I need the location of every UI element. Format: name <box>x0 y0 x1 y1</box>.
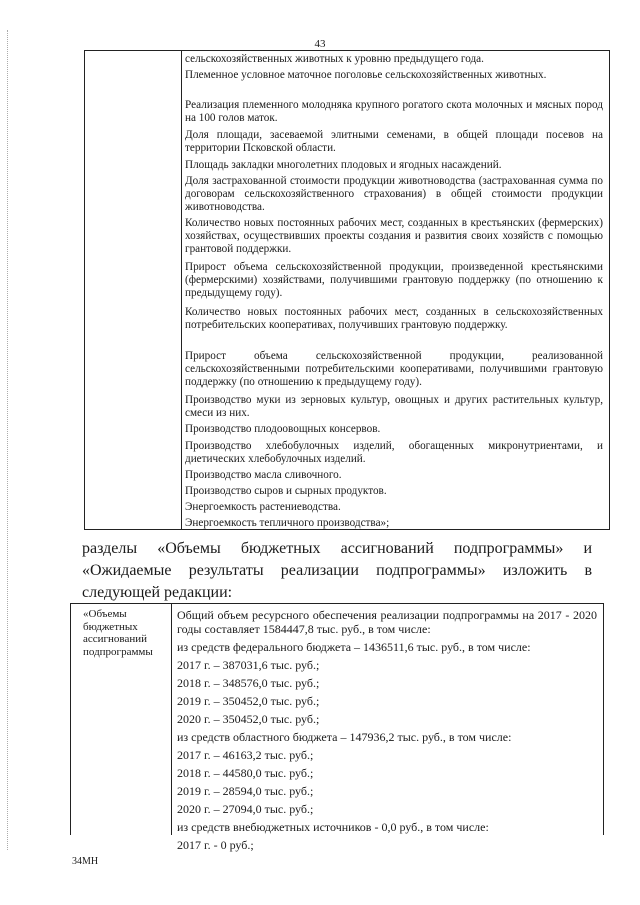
indicator-item: Племенное условное маточное поголовье сельскохозяйственных животных. <box>185 69 547 81</box>
budget-line: 2017 г. - 0 руб.; <box>177 838 254 852</box>
document-code: 34МН <box>72 856 99 867</box>
indicator-item: сельскохозяйственных животных к уровню предыдущего года. <box>185 53 484 65</box>
indicators-table <box>84 50 610 530</box>
indicator-item: Доля застрахованной стоимости продукции животноводства (застрахованная сумма по договорам сельскохозяйственного страхования) в общей стоимости продукции животноводства. <box>185 175 603 213</box>
budget-line: 2019 г. – 350452,0 тыс. руб.; <box>177 694 320 708</box>
budget-line: 2017 г. – 387031,6 тыс. руб.; <box>177 658 320 672</box>
budget-line: из средств федерального бюджета – 1436511,6 тыс. руб., в том числе: <box>177 640 531 654</box>
indicators-table-left-cell <box>85 51 182 529</box>
indicator-item: Реализация племенного молодняка крупного рогатого скота молочных и мясных пород на 100 голов маток. <box>185 99 603 124</box>
budget-line: 2018 г. – 348576,0 тыс. руб.; <box>177 676 320 690</box>
budget-section-label: «Объемы бюджетных ассигнований подпрограммы <box>83 608 153 658</box>
budget-line: 2020 г. – 27094,0 тыс. руб.; <box>177 802 314 816</box>
indicator-item: Прирост объема сельскохозяйственной продукции, произведенной крестьянскими (фермерскими) хозяйствами, получившими грантовую поддержку (по отношению к предыдущему году). <box>185 261 603 299</box>
budget-line: 2020 г. – 350452,0 тыс. руб.; <box>177 712 320 726</box>
budget-line: 2019 г. – 28594,0 тыс. руб.; <box>177 784 314 798</box>
indicator-item: Производство масла сливочного. <box>185 469 342 481</box>
indicator-item: Площадь закладки многолетних плодовых и ягодных насаждений. <box>185 159 502 171</box>
indicator-item: Количество новых постоянных рабочих мест, созданных в крестьянских (фермерских) хозяйствах, осуществивших проекты создания и развития своих хозяйств с помощью грантовой поддержки. <box>185 217 603 255</box>
intro-line-3: следующей редакции: <box>82 584 233 601</box>
indicator-item: Производство плодоовощных консервов. <box>185 423 381 435</box>
indicator-item: Производство сыров и сырных продуктов. <box>185 485 387 497</box>
indicator-item: Энергоемкость растениеводства. <box>185 501 341 513</box>
intro-line-2: «Ожидаемые результаты реализации подпрограммы» изложить в <box>82 562 592 579</box>
budget-table-label-cell <box>71 604 172 835</box>
budget-line: 2017 г. – 46163,2 тыс. руб.; <box>177 748 314 762</box>
indicator-item: Количество новых постоянных рабочих мест, созданных в сельскохозяйственных потребительских кооперативах, получивших грантовую поддержку. <box>185 306 603 331</box>
indicator-item: Прирост объема сельскохозяйственной продукции, реализованной сельскохозяйственными потребительскими кооперативами, получившими грантовую поддержку (по отношению к предыдущему году). <box>185 350 603 388</box>
budget-line: из средств областного бюджета – 147936,2 тыс. руб., в том числе: <box>177 730 512 744</box>
indicator-item: Доля площади, засеваемой элитными семенами, в общей площади посевов на территории Псковской области. <box>185 129 603 154</box>
budget-line: Общий объем ресурсного обеспечения реализации подпрограммы на 2017 - 2020 годы составляет 1584447,8 тыс. руб., в том числе: <box>177 608 597 636</box>
scan-edge-mark <box>7 30 9 850</box>
budget-table <box>70 603 604 852</box>
budget-line: из средств внебюджетных источников - 0,0 руб., в том числе: <box>177 820 489 834</box>
indicator-item: Производство муки из зерновых культур, овощных и других растительных культур, смеси из них. <box>185 394 603 419</box>
intro-line-1: разделы «Объемы бюджетных ассигнований подпрограммы» и <box>82 540 592 557</box>
budget-line: 2018 г. – 44580,0 тыс. руб.; <box>177 766 314 780</box>
page-number: 43 <box>314 38 326 50</box>
indicator-item: Энергоемкость тепличного производства»; <box>185 517 390 529</box>
indicators-table-right-cell <box>181 51 609 529</box>
indicator-item: Производство хлебобулочных изделий, обогащенных микронутриентами, и диетических хлебобулочных изделий. <box>185 440 603 465</box>
